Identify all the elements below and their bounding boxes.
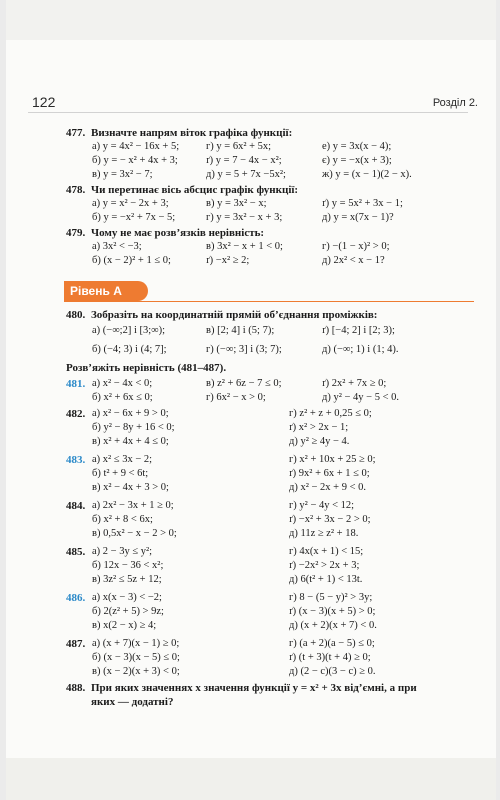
problem-481-item: д) y² − 4y − 5 < 0. <box>322 392 400 403</box>
problem-477-number: 477. <box>66 127 86 139</box>
problem-481-item: в) z² + 6z − 7 ≤ 0; <box>206 378 282 389</box>
problem-484-number: 484. <box>66 500 86 512</box>
problem-485-number: 485. <box>66 546 86 558</box>
problem-478-number: 478. <box>66 184 86 196</box>
page-number: 122 <box>32 94 56 110</box>
problem-482-item: б) y² − 8y + 16 < 0; <box>92 422 175 433</box>
problem-479-item: в) 3x² − x + 1 < 0; <box>206 241 283 252</box>
problem-479-item: б) (x − 2)² + 1 ≤ 0; <box>92 255 171 266</box>
problem-481-number: 481. <box>66 378 86 390</box>
problem-483-item: в) x² − 4x + 3 > 0; <box>92 482 169 493</box>
page-top-margin <box>6 0 496 40</box>
problem-479-item: ґ) −x² ≥ 2; <box>206 255 250 266</box>
page-bottom-margin <box>6 758 496 800</box>
problem-479-item: д) 2x² < x − 1? <box>322 255 385 266</box>
problem-488-question: При яких значеннях x значення функції y = x² + 3x від’ємні, а при <box>91 682 417 694</box>
problem-487-item: г) (a + 2)(a − 5) ≤ 0; <box>289 638 375 649</box>
problem-487-item: а) (x + 7)(x − 1) ≥ 0; <box>92 638 180 649</box>
problem-487-item: ґ) (t + 3)(t + 4) ≥ 0; <box>289 652 371 663</box>
problem-485-item: г) 4x(x + 1) < 15; <box>289 546 364 557</box>
problem-484-item: д) 11z ≥ z² + 18. <box>289 528 359 539</box>
problem-486-item: в) x(2 − x) ≥ 4; <box>92 620 157 631</box>
problem-480-question: Зобразіть на координатній прямій об’єднання проміжків: <box>91 309 378 321</box>
problem-480-item: ґ) [−4; 2] і [2; 3); <box>322 325 395 336</box>
problem-480-number: 480. <box>66 309 86 321</box>
problem-482-item: ґ) x² > 2x − 1; <box>289 422 349 433</box>
problem-482-number: 482. <box>66 408 86 420</box>
level-a-badge: Рівень А <box>64 281 148 301</box>
problem-482-item: а) x² − 6x + 9 > 0; <box>92 408 169 419</box>
problem-482-item: д) y² ≥ 4y − 4. <box>289 436 350 447</box>
level-divider <box>64 301 474 302</box>
problem-484-item: г) y² − 4y < 12; <box>289 500 355 511</box>
problem-480-item: г) (−∞; 3] і (3; 7); <box>206 344 282 355</box>
problem-478-item: в) y = 3x² − x; <box>206 198 267 209</box>
problem-486-item: г) 8 − (5 − y)² > 3y; <box>289 592 373 603</box>
problem-485-item: а) 2 − 3y ≤ y²; <box>92 546 153 557</box>
problem-487-item: д) (2 − c)(3 − c) ≥ 0. <box>289 666 376 677</box>
problem-477-item: а) y = 4x² − 16x + 5; <box>92 141 180 152</box>
problem-486-item: ґ) (x − 3)(x + 5) > 0; <box>289 606 376 617</box>
problem-484-item: а) 2x² − 3x + 1 ≥ 0; <box>92 500 174 511</box>
problem-484-item: в) 0,5x² − x − 2 > 0; <box>92 528 177 539</box>
problem-477-item: б) y = − x² + 4x + 3; <box>92 155 178 166</box>
problem-483-item: б) t² + 9 < 6t; <box>92 468 149 479</box>
problem-486-item: б) 2(z² + 5) > 9z; <box>92 606 164 617</box>
problem-485-item: в) 3z² ≤ 5z + 12; <box>92 574 162 585</box>
problem-485-item: д) 6(t² + 1) < 13t. <box>289 574 363 585</box>
problem-479-number: 479. <box>66 227 86 239</box>
problem-478-item: ґ) y = 5x² + 3x − 1; <box>322 198 403 209</box>
problem-486-item: а) x(x − 3) < −2; <box>92 592 162 603</box>
problem-483-number: 483. <box>66 454 86 466</box>
problem-483-item: а) x² ≤ 3x − 2; <box>92 454 153 465</box>
problem-486-number: 486. <box>66 592 86 604</box>
problem-487-item: б) (x − 3)(x − 5) ≤ 0; <box>92 652 180 663</box>
problem-477-item: д) y = 5 + 7x −5x²; <box>206 169 286 180</box>
problem-487-number: 487. <box>66 638 86 650</box>
problem-478-item: д) y = x(7x − 1)? <box>322 212 394 223</box>
problem-479-item: а) 3x² < −3; <box>92 241 142 252</box>
problem-483-item: г) x² + 10x + 25 ≥ 0; <box>289 454 376 465</box>
problem-488-number: 488. <box>66 682 86 694</box>
problem-483-item: д) x² − 2x + 9 < 0. <box>289 482 367 493</box>
problem-480-item: д) (−∞; 1) і (1; 4). <box>322 344 399 355</box>
problem-478-item: г) y = 3x² − x + 3; <box>206 212 283 223</box>
problem-486-item: д) (x + 2)(x + 7) < 0. <box>289 620 377 631</box>
problem-483-item: ґ) 9x² + 6x + 1 ≤ 0; <box>289 468 370 479</box>
problem-485-item: б) 12x − 36 < x²; <box>92 560 164 571</box>
problem-488-question-cont: яких — додатні? <box>91 696 174 708</box>
problem-487-item: в) (x − 2)(x + 3) < 0; <box>92 666 180 677</box>
problem-478-item: а) y = x² − 2x + 3; <box>92 198 169 209</box>
problem-482-item: в) x² + 4x + 4 ≤ 0; <box>92 436 169 447</box>
problem-477-item: г) y = 6x² + 5x; <box>206 141 272 152</box>
problem-481-item: ґ) 2x² + 7x ≥ 0; <box>322 378 387 389</box>
range-intro: Розв’яжіть нерівність (481–487). <box>66 362 227 374</box>
problem-478-question: Чи перетинає вісь абсцис графік функції: <box>91 184 299 196</box>
problem-480-item: б) (−4; 3) і (4; 7]; <box>92 344 167 355</box>
problem-480-item: в) [2; 4] і (5; 7); <box>206 325 275 336</box>
textbook-page <box>6 0 496 800</box>
problem-477-question: Визначте напрям віток графіка функції: <box>91 127 293 139</box>
problem-480-item: а) (−∞;2] і [3;∞); <box>92 325 166 336</box>
header-divider <box>28 112 468 113</box>
problem-479-item: г) −(1 − x)² > 0; <box>322 241 390 252</box>
problem-485-item: ґ) −2x² > 2x + 3; <box>289 560 360 571</box>
problem-477-item: в) y = 3x² − 7; <box>92 169 153 180</box>
problem-482-item: г) z² + z + 0,25 ≤ 0; <box>289 408 372 419</box>
problem-481-item: г) 6x² − x > 0; <box>206 392 266 403</box>
chapter-label: Розділ 2. <box>432 97 478 109</box>
problem-478-item: б) y = −x² + 7x − 5; <box>92 212 176 223</box>
problem-477-item: ґ) y = 7 − 4x − x²; <box>206 155 282 166</box>
problem-477-item: ж) y = (x − 1)(2 − x). <box>322 169 412 180</box>
problem-481-item: а) x² − 4x < 0; <box>92 378 153 389</box>
problem-477-item: є) y = −x(x + 3); <box>322 155 392 166</box>
problem-484-item: б) x² + 8 < 6x; <box>92 514 153 525</box>
problem-484-item: ґ) −x² + 3x − 2 > 0; <box>289 514 371 525</box>
problem-477-item: е) y = 3x(x − 4); <box>322 141 392 152</box>
problem-479-question: Чому не має розв’язків нерівність: <box>91 227 265 239</box>
problem-481-item: б) x² + 6x ≤ 0; <box>92 392 153 403</box>
